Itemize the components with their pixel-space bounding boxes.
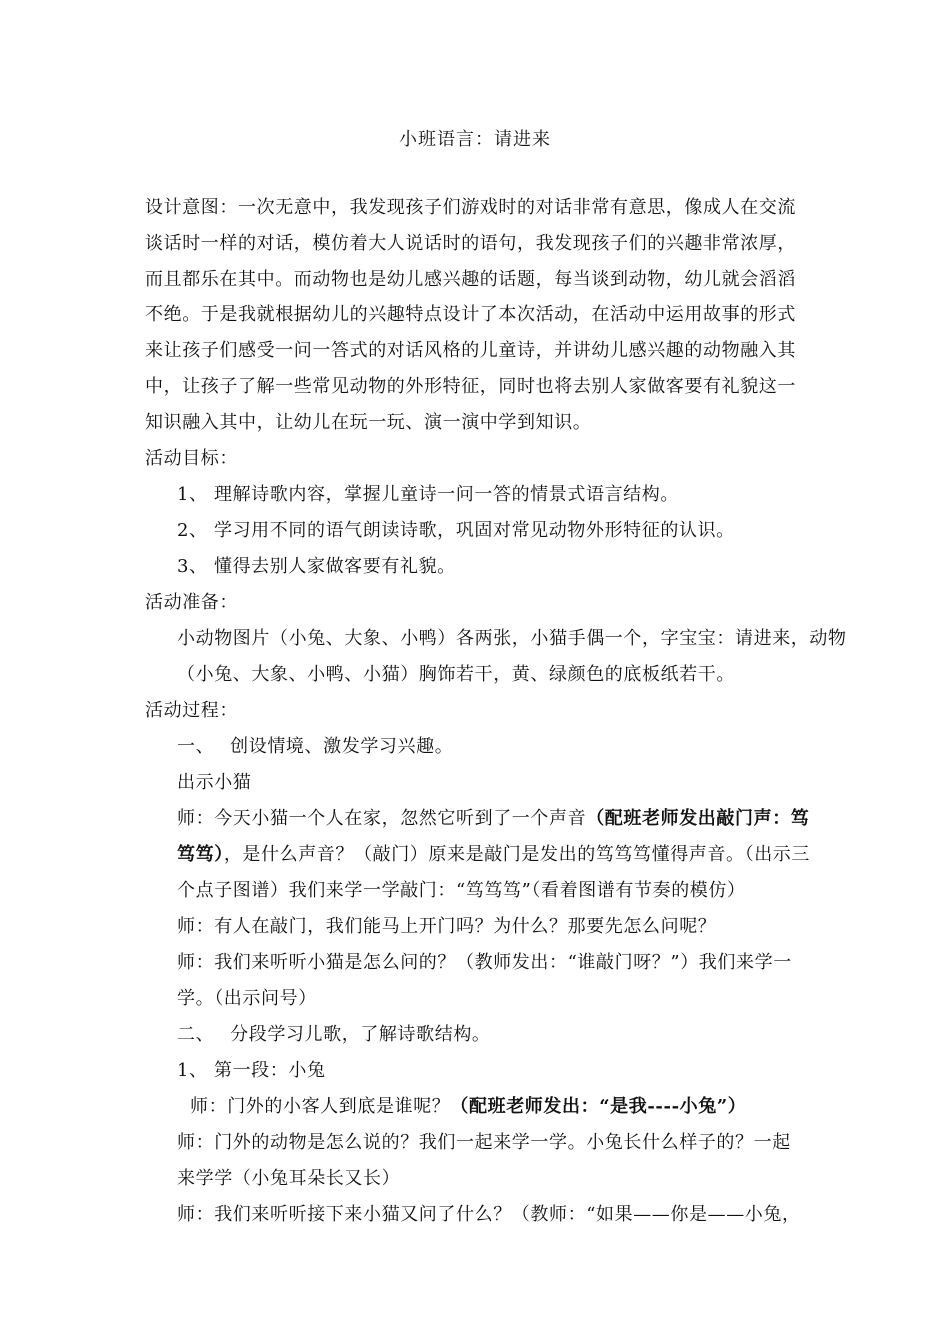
dialogue-text: ，是什么声音？（敲门）原来是敲门是发出的笃笃笃懂得声音。（出示三 <box>223 844 811 865</box>
paragraph-line: 师：有人在敲门，我们能马上开门吗？为什么？那要先怎么问呢？ <box>177 916 717 937</box>
intent-line: 而且都乐在其中。而动物也是幼儿感兴趣的话题，每当谈到动物，幼儿就会滔滔 <box>145 269 796 290</box>
paragraph-line: 来学学（小兔耳朵长又长） <box>177 1168 401 1189</box>
goal-item: 2、 学习用不同的语气朗读诗歌，巩固对常见动物外形特征的认识。 <box>177 520 735 541</box>
bold-note: （配班老师发出：“是我----小兔”） <box>450 1096 747 1117</box>
intent-line: 知识融入其中，让幼儿在玩一玩、演一演中学到知识。 <box>145 412 592 433</box>
intent-line: 中，让孩子了解一些常见动物的外形特征，同时也将去别人家做客要有礼貌这一 <box>145 376 796 397</box>
goal-item: 3、 懂得去别人家做客要有礼貌。 <box>177 556 456 577</box>
paragraph-line: 个点子图谱）我们来学一学敲门：“笃笃笃”（看着图谱有节奏的模仿） <box>177 880 746 901</box>
dialogue-text: 师：今天小猫一个人在家，忽然它听到了一个声音 <box>177 808 587 829</box>
prep-line: 小动物图片（小兔、大象、小鸭）各两张，小猫手偶一个，字宝宝：请进来，动物 <box>177 628 847 649</box>
goals-heading: 活动目标： <box>145 448 238 469</box>
intent-line: 谈话时一样的对话，模仿着大人说话时的语句，我发现孩子们的兴趣非常浓厚， <box>145 233 796 254</box>
process-heading: 活动过程： <box>145 700 238 721</box>
intent-line: 不绝。于是我就根据幼儿的兴趣特点设计了本次活动，在活动中运用故事的形式 <box>145 304 796 325</box>
goal-item: 1、 理解诗歌内容，掌握儿童诗一问一答的情景式语言结构。 <box>177 484 679 505</box>
paragraph-line <box>177 840 810 866</box>
paragraph-line: 师：我们来听听小猫是怎么问的？（教师发出：“谁敲门呀？”）我们来学一 <box>177 952 792 973</box>
paragraph-line: 师：门外的动物是怎么说的？我们一起来学一学。小兔长什么样子的？一起 <box>177 1132 791 1153</box>
page-title: 小班语言：请进来 <box>399 129 551 150</box>
prep-heading: 活动准备： <box>145 592 238 613</box>
paragraph-line: 师：我们来听听接下来小猫又问了什么？（教师：“如果——你是——小兔， <box>177 1204 801 1225</box>
dialogue-text: 师：门外的小客人到底是谁呢？ <box>190 1096 451 1117</box>
prep-line: （小兔、大象、小鸭、小猫）胸饰若干，黄、绿颜色的底板纸若干。 <box>177 664 735 685</box>
paragraph-line <box>190 1092 746 1118</box>
bold-note: 笃笃） <box>177 844 224 865</box>
intent-line: 来让孩子们感受一问一答式的对话风格的儿童诗，并讲幼儿感兴趣的动物融入其 <box>145 340 796 361</box>
paragraph-line <box>177 804 809 830</box>
step-heading: 二、 分段学习儿歌，了解诗歌结构。 <box>177 1024 491 1045</box>
step-heading: 一、 创设情境、激发学习兴趣。 <box>177 736 454 757</box>
intent-line: 设计意图：一次无意中，我发现孩子们游戏时的对话非常有意思，像成人在交流 <box>145 197 796 218</box>
section-heading: 1、 第一段：小兔 <box>177 1060 326 1081</box>
paragraph-line: 学。（出示问号） <box>177 988 317 1009</box>
paragraph-line: 出示小猫 <box>177 772 252 793</box>
bold-note: （配班老师发出敲门声：笃 <box>586 808 810 829</box>
